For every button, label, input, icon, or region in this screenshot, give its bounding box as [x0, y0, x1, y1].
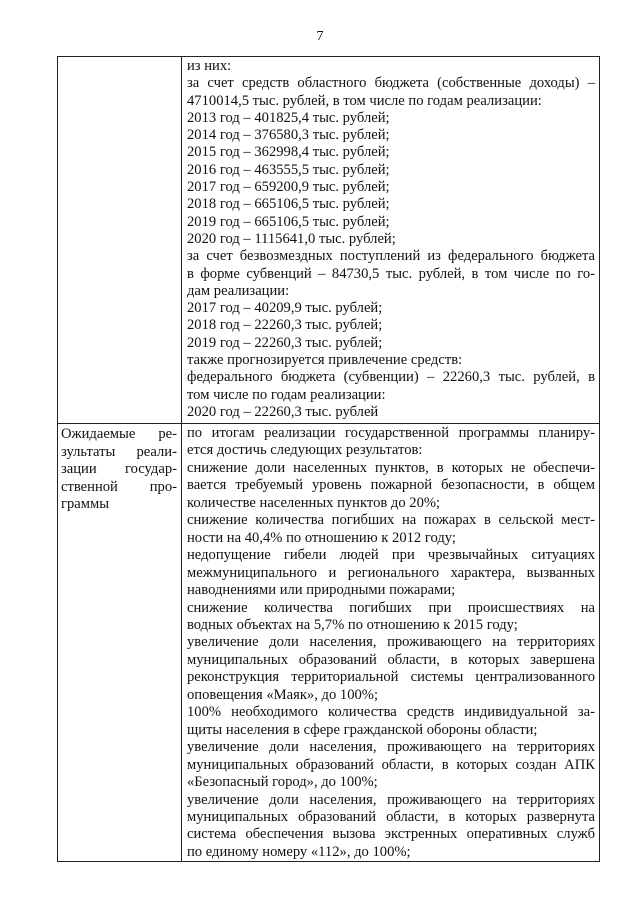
- financing-text: [182, 57, 599, 421]
- table-row-expected-results: [58, 424, 600, 862]
- text-line: недопущение гибели людей при чрезвычайных ситуациях: [187, 547, 595, 564]
- row-label-cell: [58, 424, 182, 862]
- text-line: ности на 40,4% по отношению к 2012 году;: [187, 529, 456, 546]
- text-line: снижение доли населенных пунктов, в которых не обеспечи-: [187, 459, 595, 476]
- text-line: «Безопасный город», до 100%;: [187, 774, 378, 791]
- text-line: том числе по годам реализации:: [187, 386, 386, 403]
- program-passport-table: [57, 56, 600, 862]
- text-line: 2014 год – 376580,3 тыс. рублей;: [187, 127, 390, 144]
- text-line: из них:: [187, 58, 232, 74]
- row-label: [58, 57, 181, 59]
- text-line: снижение количества погибших на пожарах в сельской мест-: [187, 512, 595, 529]
- text-line: 2013 год – 401825,4 тыс. рублей;: [187, 109, 390, 126]
- text-line: 2018 год – 665106,5 тыс. рублей;: [187, 196, 390, 213]
- expected-results-label: Ожидаемые результаты реализации государственной программы: [61, 426, 177, 512]
- expected-results-content-cell: [182, 424, 600, 862]
- text-line: увеличение доли населения, проживающего на территориях: [187, 634, 595, 651]
- text-line: увеличение доли населения, проживающего на территориях: [187, 739, 595, 756]
- text-line: муниципальных образований области, в которых создан АПК: [187, 756, 595, 773]
- text-line: наводнениями или природными пожарами;: [187, 582, 456, 599]
- row-label-cell: [58, 57, 182, 424]
- text-line: 4710014,5 тыс. рублей, в том числе по годам реализации:: [187, 92, 542, 109]
- text-line: дам реализации:: [187, 282, 290, 299]
- text-line: 2016 год – 463555,5 тыс. рублей;: [187, 161, 390, 178]
- text-line: снижение количества погибших при происшествиях на: [187, 599, 595, 616]
- text-line: количестве населенных пунктов до 20%;: [187, 494, 441, 511]
- table-row-financing: [58, 57, 600, 424]
- text-line: ется достичь следующих результатов:: [187, 442, 423, 459]
- text-line: межмуниципального и регионального характера, вызванных: [187, 564, 595, 581]
- text-line: оповещения «Маяк», до 100%;: [187, 686, 379, 703]
- text-line: 2020 год – 22260,3 тыс. рублей: [187, 403, 379, 420]
- text-line: 2019 год – 665106,5 тыс. рублей;: [187, 213, 390, 230]
- text-line: система обеспечения вызова экстренных оперативных служб: [187, 826, 595, 843]
- text-line: федерального бюджета (субвенции) – 22260,3 тыс. рублей, в: [187, 369, 595, 386]
- text-line: 2020 год – 1115641,0 тыс. рублей;: [187, 230, 396, 247]
- text-line: водных объектах на 5,7% по отношению к 2015 году;: [187, 616, 518, 633]
- text-line: 2017 год – 40209,9 тыс. рублей;: [187, 300, 383, 317]
- text-line: муниципальных образований области, в которых завершена: [187, 651, 595, 668]
- expected-results-text: [182, 424, 599, 861]
- text-line: в форме субвенций – 84730,5 тыс. рублей, в том числе по го-: [187, 265, 595, 282]
- text-line: за счет безвозмездных поступлений из федерального бюджета: [187, 248, 595, 265]
- text-line: за счет средств областного бюджета (собственные доходы) –: [187, 75, 595, 92]
- text-line: 2017 год – 659200,9 тыс. рублей;: [187, 179, 390, 196]
- text-line: 2019 год – 22260,3 тыс. рублей;: [187, 334, 383, 351]
- text-line: реконструкция территориальной системы централизованного: [187, 669, 595, 686]
- text-line: 2018 год – 22260,3 тыс. рублей;: [187, 317, 383, 334]
- page-number: 7: [316, 29, 324, 44]
- financing-content-cell: [182, 57, 600, 424]
- text-line: по итогам реализации государственной программы планиру-: [187, 425, 595, 441]
- text-line: 2015 год – 362998,4 тыс. рублей;: [187, 144, 390, 161]
- text-line: 100% необходимого количества средств индивидуальной за-: [187, 704, 595, 721]
- text-line: муниципальных образований области, в которых развернута: [187, 808, 595, 825]
- text-line: вается требуемый уровень пожарной безопасности, в общем: [187, 477, 595, 494]
- text-line: увеличение доли населения, проживающего на территориях: [187, 791, 595, 808]
- text-line: по единому номеру «112», до 100%;: [187, 843, 411, 860]
- text-line: щиты населения в сфере гражданской обороны области;: [187, 721, 538, 738]
- text-line: также прогнозируется привлечение средств:: [187, 352, 463, 369]
